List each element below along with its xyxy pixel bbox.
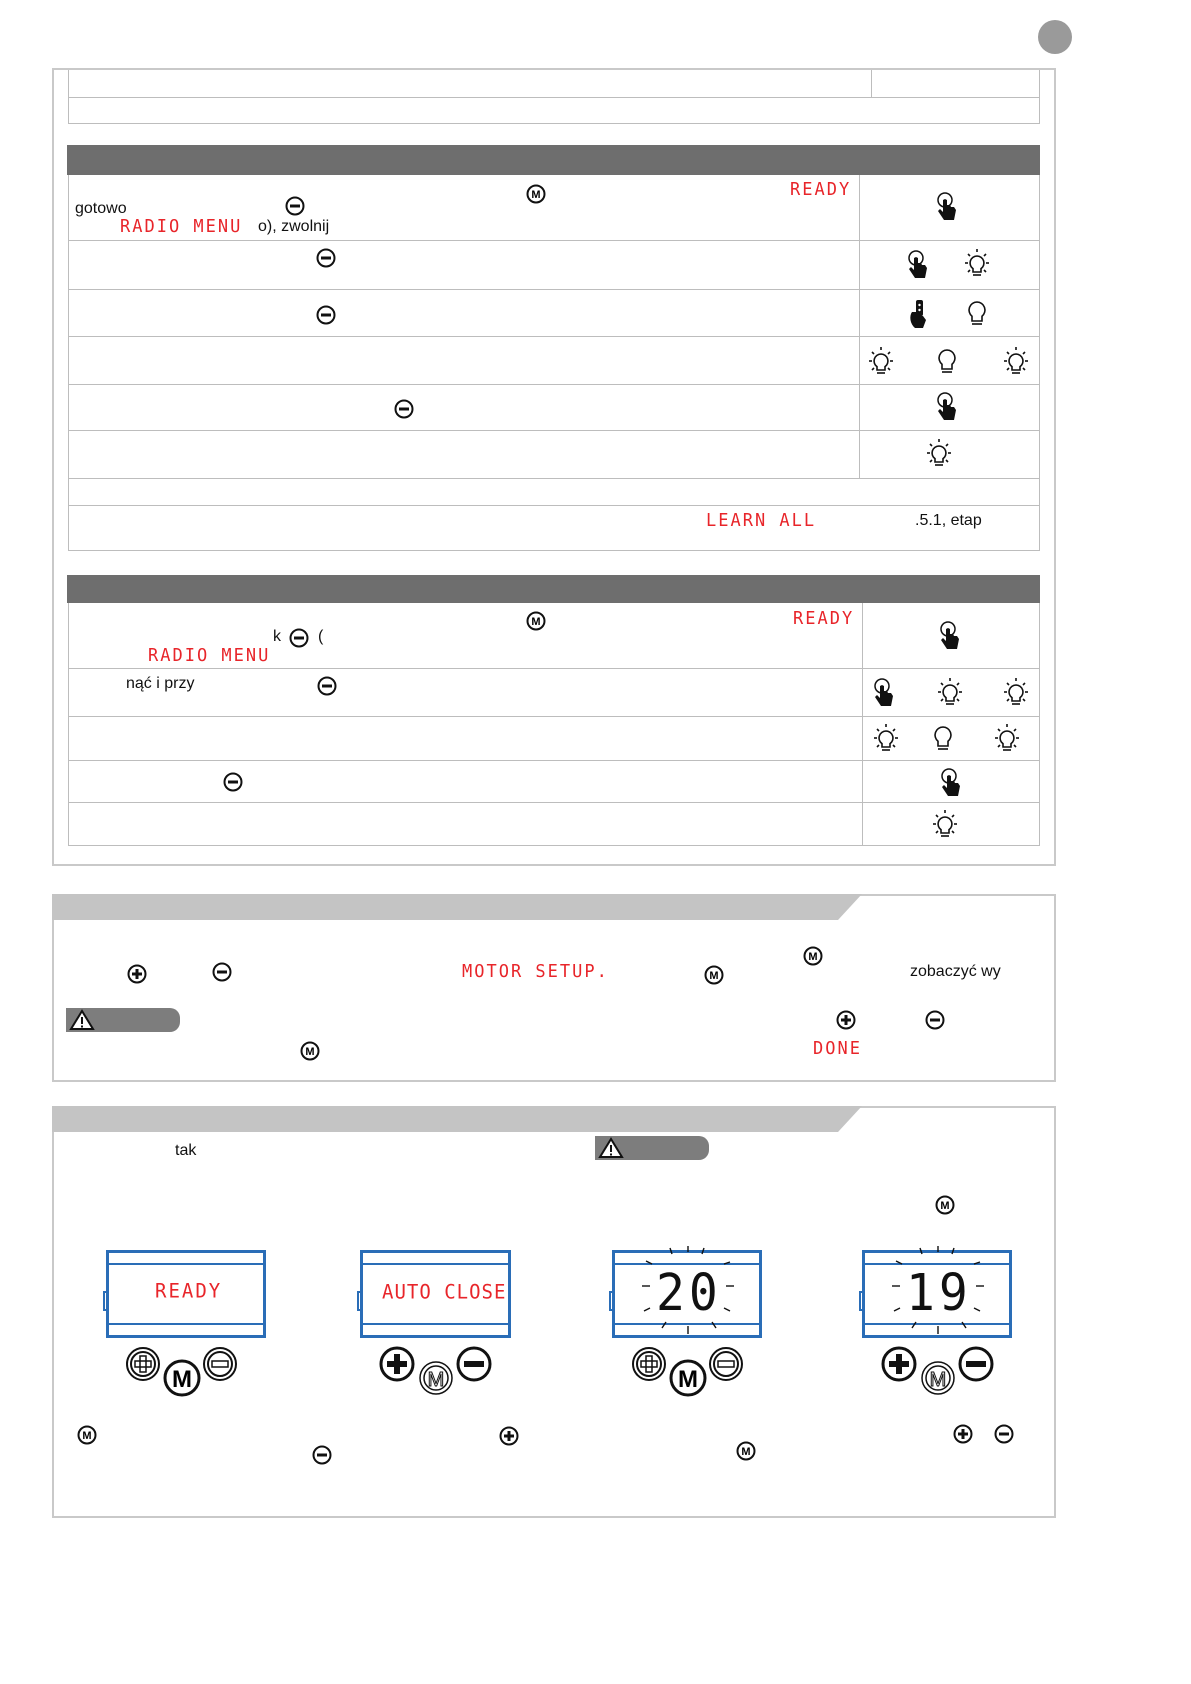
- table1-text-gotowo: gotowo: [75, 200, 127, 217]
- divider: [68, 430, 1040, 431]
- divider: [68, 668, 1040, 669]
- divider: [68, 240, 1040, 241]
- svg-text:M: M: [678, 1366, 698, 1393]
- divider: [871, 70, 872, 97]
- led-on-icon: [922, 437, 956, 471]
- minus-button-icon: [993, 1423, 1015, 1445]
- m-button-icon: [299, 1040, 321, 1062]
- svg-text:M: M: [929, 1369, 947, 1391]
- keypad-icon: [124, 1346, 240, 1398]
- table2-text-paren: (: [318, 628, 324, 645]
- minus-button-icon: [316, 675, 338, 697]
- table2-row2-text: nąć i przy: [126, 675, 195, 692]
- led-off-icon: [933, 347, 961, 379]
- m-button-icon: [703, 964, 725, 986]
- divider: [859, 175, 860, 478]
- plus-button-icon: [952, 1423, 974, 1445]
- plus-button-icon: [835, 1009, 857, 1031]
- svg-text:M: M: [172, 1366, 192, 1393]
- section-tab: [52, 1106, 862, 1134]
- section-motor-setup: [52, 894, 1056, 1082]
- display-value: AUTO CLOSE: [382, 1280, 507, 1304]
- press-button-icon: [939, 766, 965, 800]
- svg-text:M: M: [305, 1046, 315, 1058]
- m-button-icon: [525, 610, 547, 632]
- svg-text:M: M: [741, 1446, 751, 1458]
- page-number-dot: [1038, 20, 1072, 54]
- svg-text:M: M: [82, 1430, 92, 1442]
- warning-icon: [598, 1137, 624, 1159]
- table2-header: [67, 575, 1040, 603]
- m-button-icon: [802, 945, 824, 967]
- keypad-icon: [880, 1346, 996, 1398]
- led-off-icon: [929, 724, 957, 756]
- divider: [68, 97, 1040, 98]
- led-on-icon: [869, 722, 903, 756]
- lcd-motor-setup: MOTOR SETUP.: [462, 961, 609, 983]
- led-on-icon: [999, 676, 1033, 710]
- section-tab: [52, 894, 862, 922]
- warning-icon: [69, 1009, 95, 1031]
- minus-button-icon: [315, 304, 337, 326]
- led-on-icon: [999, 345, 1033, 379]
- divider: [68, 478, 1040, 479]
- display-value: 19: [906, 1263, 972, 1323]
- divider: [68, 336, 1040, 337]
- section2-text-zobaczyc: zobaczyć wy: [910, 963, 1001, 980]
- section3-text-tak: tak: [175, 1142, 197, 1159]
- minus-button-icon: [311, 1444, 333, 1466]
- divider: [68, 289, 1040, 290]
- keypad-icon: [630, 1346, 746, 1398]
- table1-text-zwolnij: o), zwolnij: [258, 218, 330, 235]
- led-on-icon: [933, 676, 967, 710]
- divider: [68, 760, 1040, 761]
- m-button-icon: [525, 183, 547, 205]
- press-button-icon: [938, 619, 964, 653]
- minus-button-icon: [924, 1009, 946, 1031]
- minus-button-icon: [284, 195, 306, 217]
- plus-button-icon: [126, 963, 148, 985]
- table1-ref-text: .5.1, etap: [915, 512, 982, 529]
- minus-button-icon: [315, 247, 337, 269]
- divider: [68, 716, 1040, 717]
- led-on-icon: [928, 808, 962, 842]
- svg-text:M: M: [531, 189, 541, 201]
- divider: [862, 603, 863, 846]
- svg-text:M: M: [531, 616, 541, 628]
- minus-button-icon: [288, 627, 310, 649]
- m-button-icon: [735, 1440, 757, 1462]
- lcd-radio-menu: RADIO MENU: [148, 645, 271, 667]
- lcd-ready: READY: [793, 608, 855, 630]
- divider: [68, 384, 1040, 385]
- lcd-done: DONE: [813, 1038, 862, 1060]
- minus-button-icon: [222, 771, 244, 793]
- svg-text:M: M: [709, 970, 719, 982]
- minus-button-icon: [393, 398, 415, 420]
- svg-text:M: M: [940, 1200, 950, 1212]
- table1-header: [67, 145, 1040, 175]
- m-button-icon: [934, 1194, 956, 1216]
- plus-button-icon: [498, 1425, 520, 1447]
- table2-text-k: k: [273, 628, 281, 645]
- led-off-icon: [963, 299, 991, 331]
- minus-button-icon: [211, 961, 233, 983]
- remote-control-icon: [906, 298, 932, 332]
- lcd-learn-all: LEARN ALL: [706, 510, 817, 532]
- led-on-icon: [990, 722, 1024, 756]
- press-button-icon: [935, 190, 961, 224]
- display-value: 20: [656, 1263, 722, 1323]
- divider: [68, 802, 1040, 803]
- lcd-radio-menu: RADIO MENU: [120, 216, 243, 238]
- led-on-icon: [864, 345, 898, 379]
- lcd-ready: READY: [790, 179, 852, 201]
- divider: [68, 505, 1040, 506]
- svg-text:M: M: [808, 951, 818, 963]
- display-value: READY: [155, 1279, 223, 1303]
- m-button-icon: [76, 1424, 98, 1446]
- keypad-icon: [378, 1346, 494, 1398]
- press-button-icon: [872, 676, 898, 710]
- press-button-icon: [935, 390, 961, 424]
- svg-text:M: M: [427, 1369, 445, 1391]
- led-on-icon: [960, 247, 994, 281]
- press-button-icon: [906, 248, 932, 282]
